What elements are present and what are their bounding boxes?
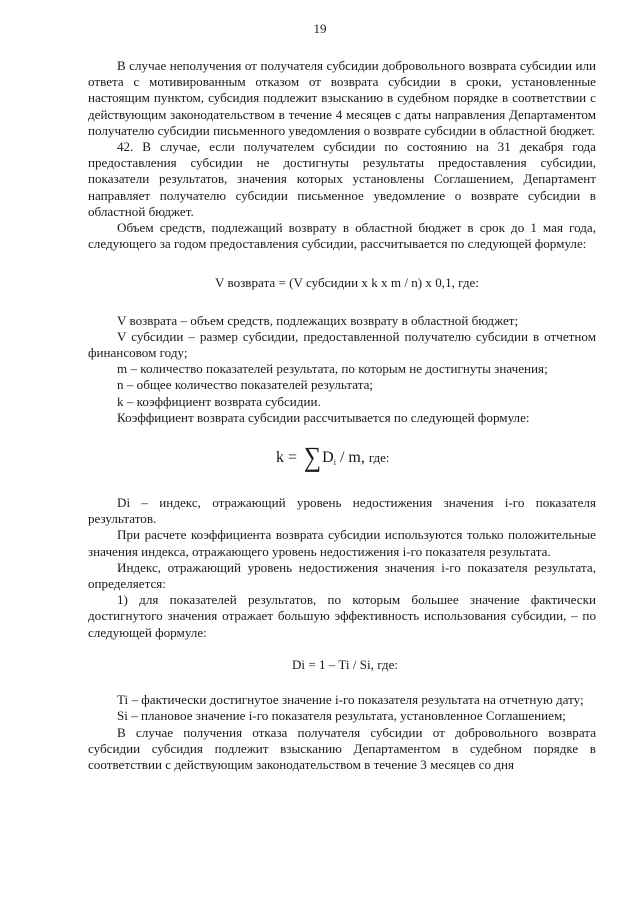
definition-si: Si – плановое значение i-го показателя результата, установленное Соглашением;	[117, 708, 566, 724]
formula-coefficient	[88, 444, 596, 472]
definition-di: Di – индекс, отражающий уровень недостижения значения i-го показателя результатов.	[88, 495, 596, 527]
paragraph-refund-volume: Объем средств, подлежащий возврату в областной бюджет в срок до 1 мая года, следующего за годом предоставления субсидии, рассчитывается по следующей формуле:	[88, 220, 596, 252]
formula-m: m,	[348, 449, 365, 467]
paragraph-item-1: 1) для показателей результатов, по которым большее значение фактически достигнутого значения отражает большую эффективность использования субсидии, – по следующей формуле:	[88, 592, 596, 640]
formula-equals: =	[288, 449, 298, 467]
paragraph-index-definition: Индекс, отражающий уровень недостижения значения i-го показателя результата, определяется:	[88, 559, 596, 592]
paragraph-refund-enforcement: В случае неполучения от получателя субсидии добровольного возврата субсидии или ответа с мотивированным отказом от возврата субсидии в сроки, установленные настоящим пунктом, субсидия подлежит взысканию в судебном порядке в соответствии с действующим законодательством в течение 4 месяцев с даты направления Департаментом получателю субсидии письменного уведомления о возврате субсидии в областной бюджет.	[88, 58, 596, 138]
formula-coefficient-expression	[276, 444, 390, 477]
formula-d: D	[322, 449, 334, 467]
formula-gde: где:	[368, 450, 390, 466]
definition-n: n – общее количество показателей результата;	[117, 377, 374, 393]
formula-slash: /	[339, 449, 345, 467]
document-body	[88, 58, 596, 773]
definition-k: k – коэффициент возврата субсидии.	[117, 393, 321, 409]
paragraph-positive-values: При расчете коэффициента возврата субсидии используются только положительные значения индекса, отражающего уровень недостижения i-го показателя результата.	[88, 527, 596, 559]
paragraph-clause-42: 42. В случае, если получателем субсидии по состоянию на 31 декабря года предоставления субсидии не достигнуты результаты предоставления субсидии, показатели результатов, значения которых установлены Соглашением, Департамент направляет получателю субсидии письменное уведомление о возврате субсидии в областной бюджет.	[88, 139, 596, 219]
formula-refund-volume: V возврата = (V субсидии x k x m / n) x 0,1, где:	[214, 275, 479, 291]
formula-subscript-i: i	[333, 458, 336, 468]
formula-k: k	[276, 449, 284, 467]
formula-di: Di = 1 – Ti / Si, где:	[291, 656, 399, 672]
paragraph-coefficient-intro: Коэффициент возврата субсидии рассчитывается по следующей формуле:	[117, 409, 530, 425]
paragraph-refusal-enforcement: В случае получения отказа получателя субсидии от добровольного возврата субсидии субсидия подлежит взысканию Департаментом в судебном порядке в соответствии с действующим законодательством в течение 3 месяцев со дня	[88, 724, 596, 772]
sigma-symbol: ∑	[304, 443, 322, 474]
definition-ti: Ti – фактически достигнутое значение i-го показателя результата на отчетную дату;	[117, 692, 584, 708]
page-number: 19	[313, 21, 327, 36]
definition-v-refund: V возврата – объем средств, подлежащих возврату в областной бюджет;	[117, 312, 519, 328]
definition-m: m – количество показателей результата, по которым не достигнуты значения;	[117, 361, 548, 377]
definition-v-subsidy: V субсидии – размер субсидии, предоставленной получателю субсидии в отчетном финансовом году;	[88, 328, 596, 361]
